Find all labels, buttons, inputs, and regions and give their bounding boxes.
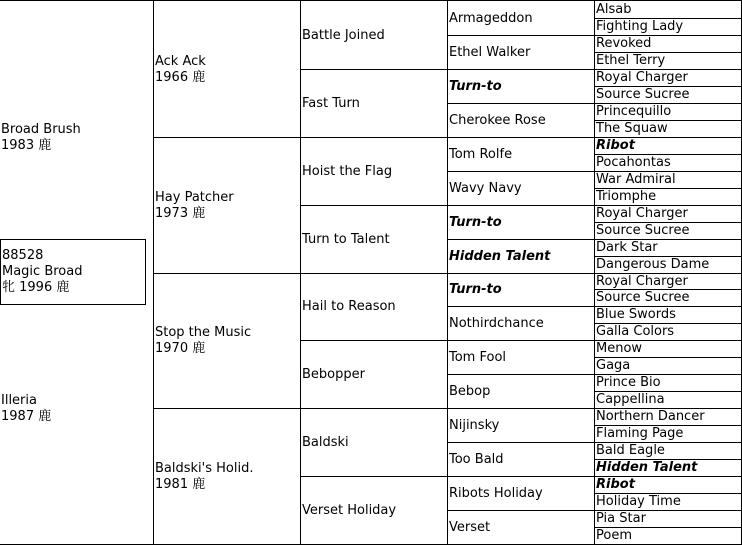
gen3-cell: [302, 138, 446, 205]
horse-name: Cherokee Rose: [449, 112, 546, 128]
horse-name: Ethel Walker: [449, 44, 531, 60]
gen1-cell: [1, 274, 150, 544]
horse-name: Revoked: [596, 36, 652, 51]
gen5-cell: [596, 172, 740, 188]
horse-name: Source Sucree: [596, 223, 690, 238]
gen5-cell: [596, 358, 740, 374]
horse-info: 1981 鹿: [155, 476, 206, 492]
gen4-cell: [449, 70, 593, 103]
gen4-cell: [449, 104, 593, 137]
gen5-cell: [596, 155, 740, 171]
gen5-cell: [596, 2, 740, 18]
horse-name: Turn-to: [449, 78, 502, 94]
gen5-cell: [596, 223, 740, 239]
horse-name: Dangerous Dame: [596, 257, 710, 272]
gen5-cell: [596, 426, 740, 442]
gen4-cell: [449, 443, 593, 476]
horse-name: Gaga: [596, 358, 631, 373]
gen4-cell: [449, 36, 593, 69]
gen5-cell: [596, 460, 740, 476]
gen2-cell: [155, 138, 299, 273]
horse-name: Bebop: [449, 383, 491, 399]
horse-name: Flaming Page: [596, 426, 684, 441]
gen1-cell: [1, 2, 150, 273]
horse-name: Ribots Holiday: [449, 485, 543, 501]
gen5-cell: [596, 511, 740, 527]
gen2-cell: [155, 274, 299, 408]
gen5-cell: [596, 121, 740, 137]
gen5-cell: [596, 528, 740, 544]
horse-name: Fast Turn: [302, 95, 360, 111]
subject-horse: [0, 239, 146, 305]
gen3-cell: [302, 274, 446, 340]
gen5-cell: [596, 87, 740, 103]
horse-info: 1987 鹿: [1, 409, 52, 424]
subject-name: Magic Broad: [2, 264, 83, 279]
horse-name: Poem: [596, 528, 632, 543]
gen4-cell: [449, 206, 593, 239]
horse-name: Too Bald: [449, 451, 504, 467]
horse-info: 1973 鹿: [155, 205, 206, 221]
gen3-cell: [302, 2, 446, 69]
gen4-cell: [449, 341, 593, 374]
horse-name: Prince Bio: [596, 375, 661, 390]
gen4-cell: [449, 2, 593, 35]
horse-name: Tom Fool: [449, 349, 507, 365]
gen5-cell: [596, 290, 740, 306]
gen3-cell: [302, 409, 446, 476]
gen4-cell: [449, 409, 593, 442]
horse-name: Royal Charger: [596, 70, 688, 85]
horse-name: Northern Dancer: [596, 409, 705, 424]
gen2-cell: [155, 2, 299, 137]
horse-name: Tom Rolfe: [449, 146, 513, 162]
gen5-cell: [596, 36, 740, 52]
horse-name: War Admiral: [596, 172, 676, 187]
gen4-cell: [449, 138, 593, 171]
horse-name: Battle Joined: [302, 27, 385, 43]
gen4-cell: [449, 307, 593, 340]
horse-name: Ribot: [596, 477, 635, 492]
horse-info: 1970 鹿: [155, 341, 206, 356]
gen5-cell: [596, 70, 740, 86]
horse-name: Broad Brush: [1, 121, 81, 137]
gen5-cell: [596, 104, 740, 120]
horse-name: Royal Charger: [596, 206, 688, 221]
horse-name: Stop the Music: [155, 325, 252, 340]
gen3-cell: [302, 70, 446, 137]
gen4-cell: [449, 477, 593, 510]
horse-name: Illeria: [1, 393, 37, 408]
horse-name: Hay Patcher: [155, 189, 234, 205]
gen5-cell: [596, 341, 740, 357]
gen5-cell: [596, 477, 740, 493]
gen4-cell: [449, 240, 593, 273]
horse-name: Nothirdchance: [449, 315, 544, 331]
subject-id: 88528: [2, 248, 44, 263]
gen5-cell: [596, 257, 740, 273]
horse-name: Ethel Terry: [596, 53, 666, 68]
horse-name: Armageddon: [449, 10, 533, 26]
gen5-cell: [596, 375, 740, 391]
gen5-cell: [596, 53, 740, 69]
gen5-cell: [596, 324, 740, 340]
horse-name: Ack Ack: [155, 53, 206, 69]
gen5-cell: [596, 409, 740, 425]
horse-name: Turn-to: [449, 214, 502, 230]
grid-line: [0, 0, 742, 1]
horse-name: Nijinsky: [449, 417, 500, 433]
gen5-cell: [596, 206, 740, 222]
horse-info: 1983 鹿: [1, 137, 52, 153]
horse-name: Menow: [596, 341, 643, 356]
gen5-cell: [596, 189, 740, 205]
horse-name: Pocahontas: [596, 155, 671, 170]
horse-name: Verset: [449, 519, 491, 535]
horse-name: Hail to Reason: [302, 299, 396, 314]
subject-info: 牝 1996 鹿: [2, 280, 70, 295]
gen2-cell: [155, 409, 299, 544]
horse-name: Pia Star: [596, 511, 646, 526]
gen5-cell: [596, 443, 740, 459]
gen5-cell: [596, 307, 740, 323]
horse-name: Baldski's Holid.: [155, 460, 254, 476]
horse-name: Dark Star: [596, 240, 658, 255]
horse-name: Triomphe: [596, 189, 657, 204]
gen3-cell: [302, 477, 446, 544]
gen5-cell: [596, 240, 740, 256]
horse-name: Hoist the Flag: [302, 163, 393, 179]
horse-info: 1966 鹿: [155, 69, 206, 85]
horse-name: Source Sucree: [596, 290, 690, 305]
horse-name: Source Sucree: [596, 87, 690, 102]
gen4-cell: [449, 511, 593, 544]
horse-name: Ribot: [596, 138, 635, 153]
horse-name: Wavy Navy: [449, 180, 522, 196]
horse-name: Holiday Time: [596, 494, 681, 509]
gen5-cell: [596, 19, 740, 35]
gen5-cell: [596, 274, 740, 289]
horse-name: The Squaw: [596, 121, 668, 136]
gen4-cell: [449, 375, 593, 408]
horse-name: Verset Holiday: [302, 502, 397, 518]
horse-name: Cappellina: [596, 392, 665, 407]
horse-name: Turn-to: [449, 282, 502, 297]
gen5-cell: [596, 494, 740, 510]
horse-name: Princequillo: [596, 104, 672, 119]
horse-name: Turn to Talent: [302, 231, 390, 247]
horse-name: Bald Eagle: [596, 443, 665, 458]
horse-name: Royal Charger: [596, 273, 688, 289]
horse-name: Baldski: [302, 434, 349, 450]
gen5-cell: [596, 138, 740, 154]
gen3-cell: [302, 341, 446, 408]
horse-name: Fighting Lady: [596, 19, 684, 34]
horse-name: Bebopper: [302, 366, 365, 382]
horse-name: Galla Colors: [596, 324, 675, 339]
horse-name: Hidden Talent: [449, 248, 551, 264]
horse-name: Blue Swords: [596, 307, 676, 322]
horse-name: Hidden Talent: [596, 460, 698, 475]
horse-name: Alsab: [596, 2, 632, 17]
gen4-cell: [449, 274, 593, 306]
gen5-cell: [596, 392, 740, 408]
gen4-cell: [449, 172, 593, 205]
gen3-cell: [302, 206, 446, 273]
